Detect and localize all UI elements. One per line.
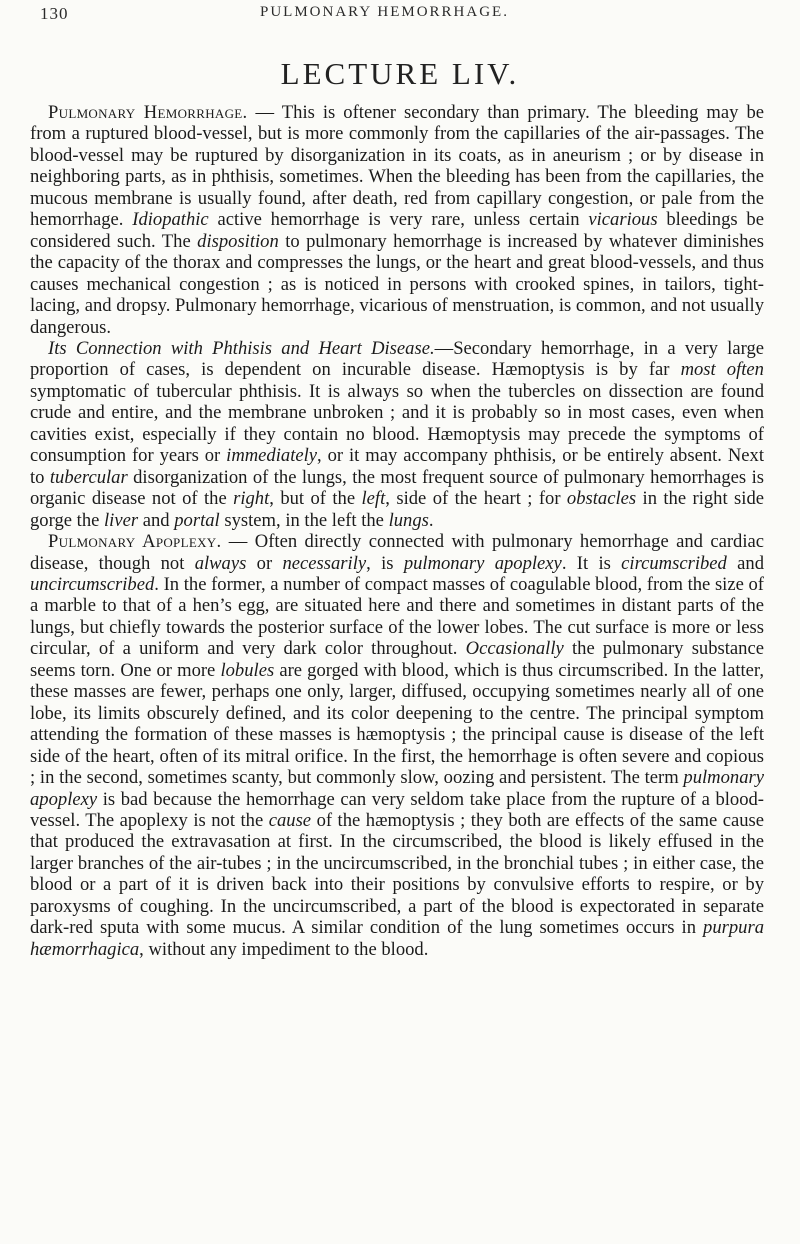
section-heading-pulmonary-apoplexy: Pulmonary Apoplexy.: [48, 531, 222, 553]
italic-term: cause: [268, 809, 312, 831]
italic-term: vicarious: [588, 209, 658, 231]
section-heading-phthisis: Its Connection with Phthisis and Heart Disease.: [48, 337, 435, 359]
text-run: disorganization of the lungs, the most frequent source of pulmonary hemorrhages is organic disease not of the: [30, 466, 764, 510]
paragraph-phthisis-connection: [30, 338, 764, 531]
italic-term: disposition: [197, 230, 279, 252]
text-run: of the hæmoptysis ; they both are effects of the same cause that produced the extravasation at first. In the circumscribed, the blood is likely effused in the larger branches of the air-tubes ; in the uncircumscribed, in the bronchial tubes ; in either case, the blood or a part of it is driven back into their positions by convulsive efforts to respire, or by paroxysms of coughing. In the uncircumscribed, a part of the blood is expectorated in separate dark-red sputa with some mucus. A similar condition of the lung sometimes occurs in: [30, 809, 764, 939]
italic-term: left: [361, 488, 386, 510]
paragraph-pulmonary-apoplexy: [30, 531, 764, 960]
italic-term: Idiopathic: [132, 209, 209, 231]
body-text: [30, 102, 764, 960]
text-run: and: [726, 552, 765, 574]
text-run: — Often directly connected with pulmonary hemorrhage and cardiac disease, though not: [30, 531, 765, 574]
text-run: .: [428, 509, 434, 531]
text-run: active hemorrhage is very rare, unless certain: [208, 209, 589, 231]
text-run: —Secondary hemorrhage, in a very large proportion of cases, is dependent on incurable disease. Hæmoptysis is by far: [30, 337, 764, 381]
text-run: to pulmonary hemorrhage is increased by whatever diminishes the capacity of the thorax and compresses the lungs, or the heart and great blood-vessels, and thus causes mechanical congestion ; as is noticed in persons with crooked spines, in tailors, tight-lacing, and dropsy. Pulmonary hemorrhage, vicarious of menstruation, is common, and not usually dangerous.: [30, 230, 764, 338]
italic-term: pulmonary apoplexy: [30, 767, 764, 810]
text-run: , side of the heart ; for: [385, 488, 567, 510]
italic-term: lungs: [388, 509, 429, 531]
text-run: system, in the left the: [219, 509, 389, 531]
italic-term: circumscribed: [621, 552, 727, 574]
text-run: , or it may accompany phthisis, or be entirely absent. Next to: [30, 445, 764, 488]
italic-term: lobules: [220, 659, 275, 681]
text-run: , but of the: [269, 488, 362, 510]
italic-term: purpura hæmorrhagica: [30, 917, 764, 960]
italic-term: obstacles: [566, 488, 637, 510]
italic-term: most often: [680, 359, 764, 381]
text-run: , is: [366, 552, 404, 574]
text-run: is bad because the hemorrhage can very seldom take place from the rupture of a blood-vessel. The apoplexy is not the: [30, 788, 764, 831]
text-run: the pulmonary substance seems torn. One or more: [30, 638, 764, 681]
text-run: bleedings be considered such. The: [30, 209, 764, 252]
italic-term: immediately: [226, 445, 318, 467]
text-run: and: [138, 509, 175, 531]
lecture-title: LECTURE LIV.: [280, 56, 520, 91]
running-title: PULMONARY HEMORRHAGE.: [260, 4, 509, 20]
italic-term: Occasionally: [465, 638, 564, 660]
text-run: , without any impediment to the blood.: [139, 938, 429, 960]
text-run: . In the former, a number of compact masses of coagulable blood, from the size of a marble to that of a hen’s egg, are situated here and there and sometimes in distant parts of the lungs, but chiefly towards the posterior surface of the lower lobes. The cut surface is more or less circular, of a uniform and very dark color throughout.: [30, 573, 764, 660]
italic-term: necessarily: [282, 552, 367, 574]
text-run: or: [246, 552, 283, 574]
italic-term: right: [233, 488, 270, 510]
italic-term: liver: [104, 509, 139, 531]
italic-term: uncircumscribed: [30, 573, 155, 595]
text-run: in the right side gorge the: [30, 488, 764, 531]
text-run: symptomatic of tubercular phthisis. It is always so when the tubercles on dissection are found crude and entire, and the membrane unbroken ; and it is probably so in most cases, even when cavities exist, especially if they contain no blood. Hæmoptysis may precede the symptoms of consumption for years or: [30, 380, 764, 467]
text-run: . It is: [561, 552, 622, 574]
italic-term: always: [194, 552, 247, 574]
running-head: [40, 4, 760, 28]
italic-term: tubercular: [49, 466, 128, 488]
text-run: are gorged with blood, which is thus circumscribed. In the latter, these masses are fewer, perhaps one only, larger, diffused, occupying sometimes nearly all of one lobe, its limits obscurely defined, and its color deepening to the centre. The principal symptom attending the formation of these masses is hæmoptysis ; the principal cause is disease of the left side of the heart, often of its mitral orifice. In the first, the hemorrhage is often severe and copious ; in the second, sometimes scanty, but commonly slow, oozing and persistent. The term: [30, 659, 764, 789]
section-heading-pulmonary-hemorrhage: Pulmonary Hemorrhage.: [48, 102, 248, 123]
page-number: 130: [40, 4, 69, 23]
paragraph-pulmonary-hemorrhage: [30, 102, 764, 338]
italic-term: portal: [174, 509, 220, 531]
text-run: — This is oftener secondary than primary. The bleeding may be from a ruptured blood-vessel, but is more commonly from the capillaries of the air-passages. The blood-vessel may be ruptured by disorganization in its coats, as in aneurism ; or by disease in neighboring parts, as in phthisis, sometimes. When the bleeding has been from the capillaries, the mucous membrane is usually found, after death, red from capillary congestion, or pale from the hemorrhage.: [30, 102, 764, 231]
italic-term: pulmonary apoplexy: [403, 552, 562, 574]
